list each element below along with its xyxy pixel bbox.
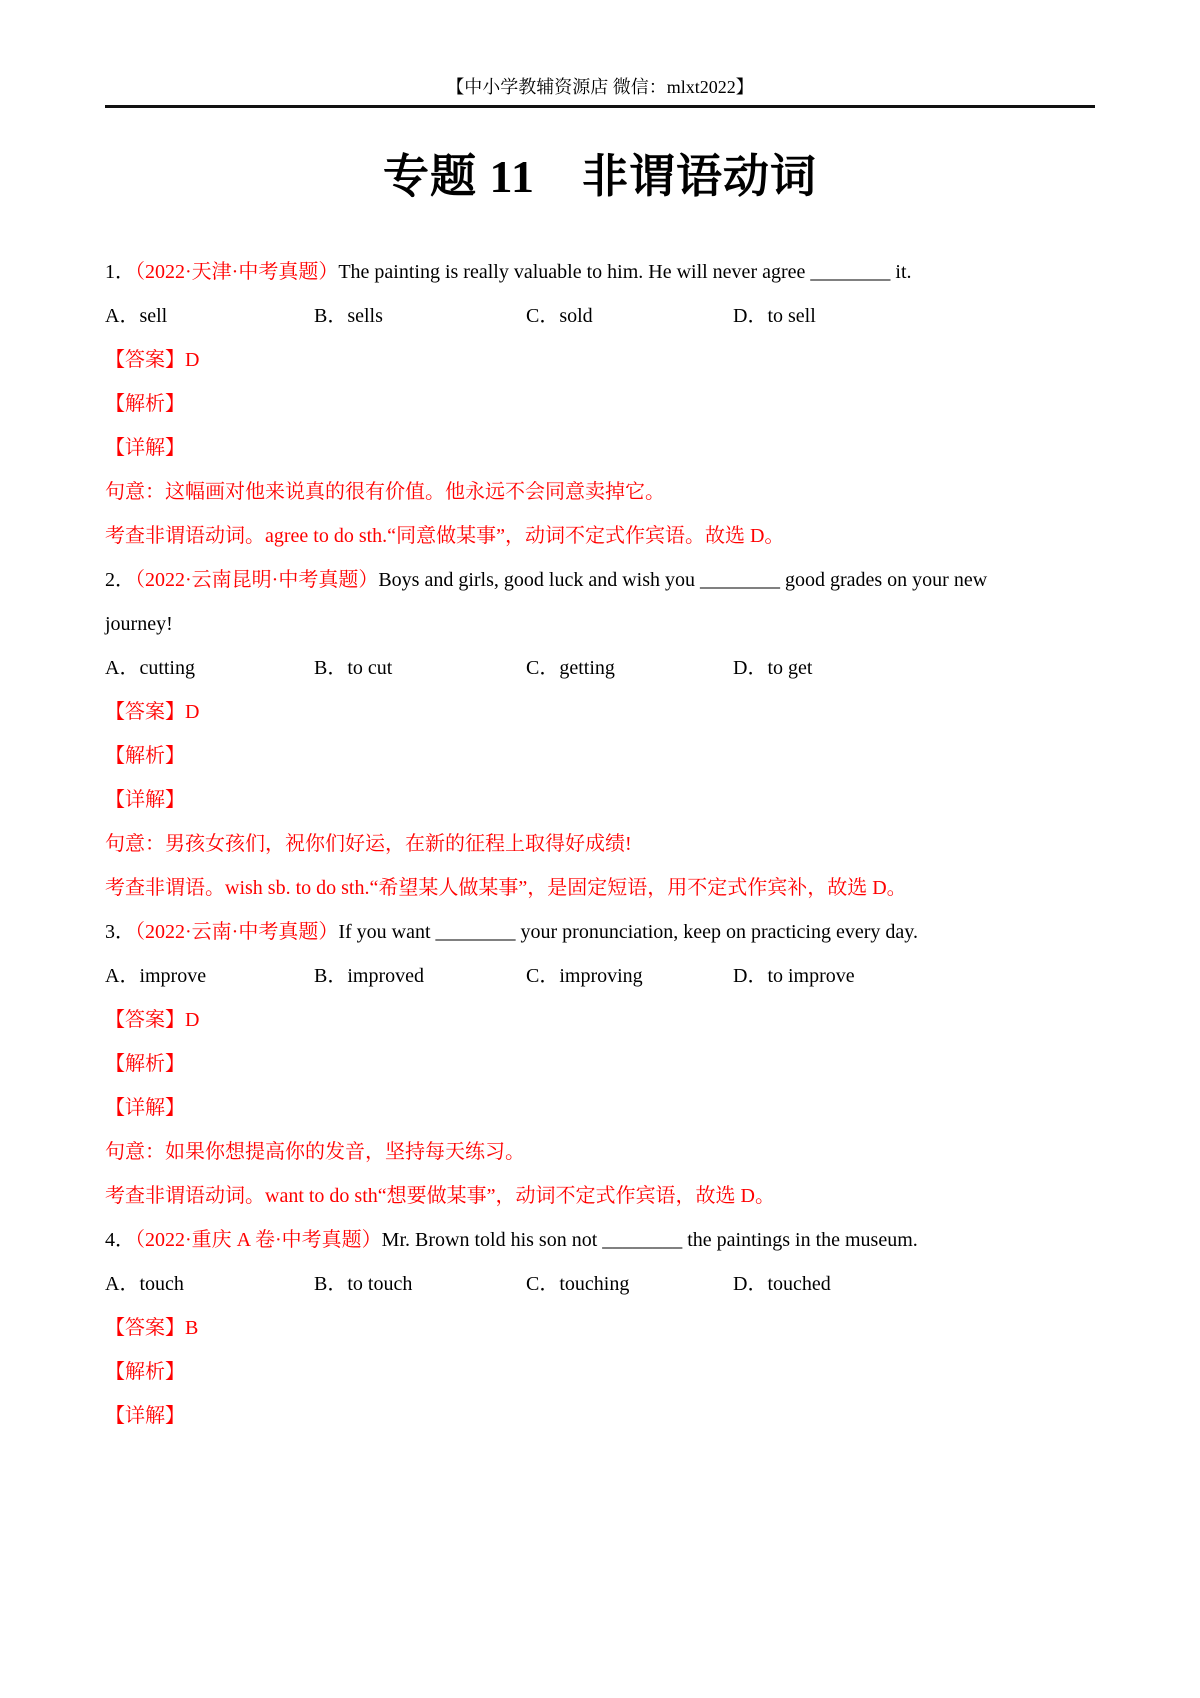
question-source: （2022·重庆 A 卷·中考真题） [135, 1229, 382, 1251]
analysis-label: 【解析】 [105, 393, 185, 415]
answer-line [105, 690, 1095, 734]
header-shop-label: 【中小学教辅资源店 微信：mlxt2022】 [105, 0, 1095, 108]
sentence-meaning: 句意：这幅画对他来说真的很有价值。他永远不会同意卖掉它。 [105, 481, 665, 503]
question-stem [105, 558, 1095, 602]
answer-line [105, 998, 1095, 1042]
detail-label: 【详解】 [105, 789, 185, 811]
answer-value: D [185, 701, 200, 723]
document-body [105, 250, 1095, 1438]
option-d: D．to sell [733, 305, 816, 327]
question-number: 3． [105, 921, 135, 943]
answer-label: 【答案】 [105, 1009, 185, 1031]
question-source: （2022·天津·中考真题） [135, 261, 339, 283]
detail-label: 【详解】 [105, 437, 185, 459]
option-a: A．cutting [105, 657, 195, 679]
page-title: 专题 11 非谓语动词 [383, 151, 817, 202]
option-d: D．to get [733, 657, 813, 679]
page-header [105, 0, 1095, 108]
answer-label: 【答案】 [105, 701, 185, 723]
option-b: B．improved [314, 965, 424, 987]
grammar-note: 考查非谓语动词。agree to do sth.“同意做某事”，动词不定式作宾语。故选 D。 [105, 525, 785, 547]
option-b: B．to touch [314, 1273, 413, 1295]
answer-line [105, 338, 1095, 382]
question-2 [105, 558, 1095, 910]
options-row [105, 294, 1095, 338]
detail-label: 【详解】 [105, 1097, 185, 1119]
grammar-note: 考查非谓语。wish sb. to do sth.“希望某人做某事”，是固定短语，用不定式作宾补，故选 D。 [105, 877, 907, 899]
option-d: D．to improve [733, 965, 855, 987]
question-stem-continued: journey! [105, 613, 173, 635]
option-c: C．sold [526, 305, 593, 327]
answer-label: 【答案】 [105, 1317, 185, 1339]
options-row [105, 1262, 1095, 1306]
option-a: A．improve [105, 965, 207, 987]
question-stem-text: Boys and girls, good luck and wish you ________ good grades on your new [378, 569, 988, 591]
answer-line [105, 1306, 1095, 1350]
answer-value: D [185, 1009, 200, 1031]
question-stem-text: If you want ________ your pronunciation, keep on practicing every day. [338, 921, 918, 943]
question-source: （2022·云南·中考真题） [135, 921, 339, 943]
answer-label: 【答案】 [105, 349, 185, 371]
analysis-label: 【解析】 [105, 745, 185, 767]
analysis-label: 【解析】 [105, 1053, 185, 1075]
sentence-meaning: 句意：如果你想提高你的发音，坚持每天练习。 [105, 1141, 525, 1163]
options-row [105, 646, 1095, 690]
option-b: B．sells [314, 305, 383, 327]
question-number: 2． [105, 569, 135, 591]
question-number: 1． [105, 261, 135, 283]
question-stem [105, 250, 1095, 294]
option-b: B．to cut [314, 657, 393, 679]
question-source: （2022·云南昆明·中考真题） [135, 569, 379, 591]
option-a: A．sell [105, 305, 168, 327]
question-number: 4． [105, 1229, 135, 1251]
grammar-note: 考查非谓语动词。want to do sth“想要做某事”，动词不定式作宾语，故选 D。 [105, 1185, 775, 1207]
sentence-meaning: 句意：男孩女孩们，祝你们好运，在新的征程上取得好成绩! [105, 833, 632, 855]
question-stem-text: Mr. Brown told his son not ________ the paintings in the museum. [381, 1229, 918, 1251]
question-stem [105, 1218, 1095, 1262]
answer-value: B [185, 1317, 199, 1339]
question-4 [105, 1218, 1095, 1438]
option-a: A．touch [105, 1273, 184, 1295]
detail-label: 【详解】 [105, 1405, 185, 1427]
question-1 [105, 250, 1095, 558]
options-row [105, 954, 1095, 998]
option-c: C．getting [526, 657, 615, 679]
option-c: C．improving [526, 965, 643, 987]
answer-value: D [185, 349, 200, 371]
analysis-label: 【解析】 [105, 1361, 185, 1383]
question-3 [105, 910, 1095, 1218]
question-stem-text: The painting is really valuable to him. He will never agree ________ it. [338, 261, 912, 283]
question-stem [105, 910, 1095, 954]
option-d: D．touched [733, 1273, 831, 1295]
option-c: C．touching [526, 1273, 630, 1295]
